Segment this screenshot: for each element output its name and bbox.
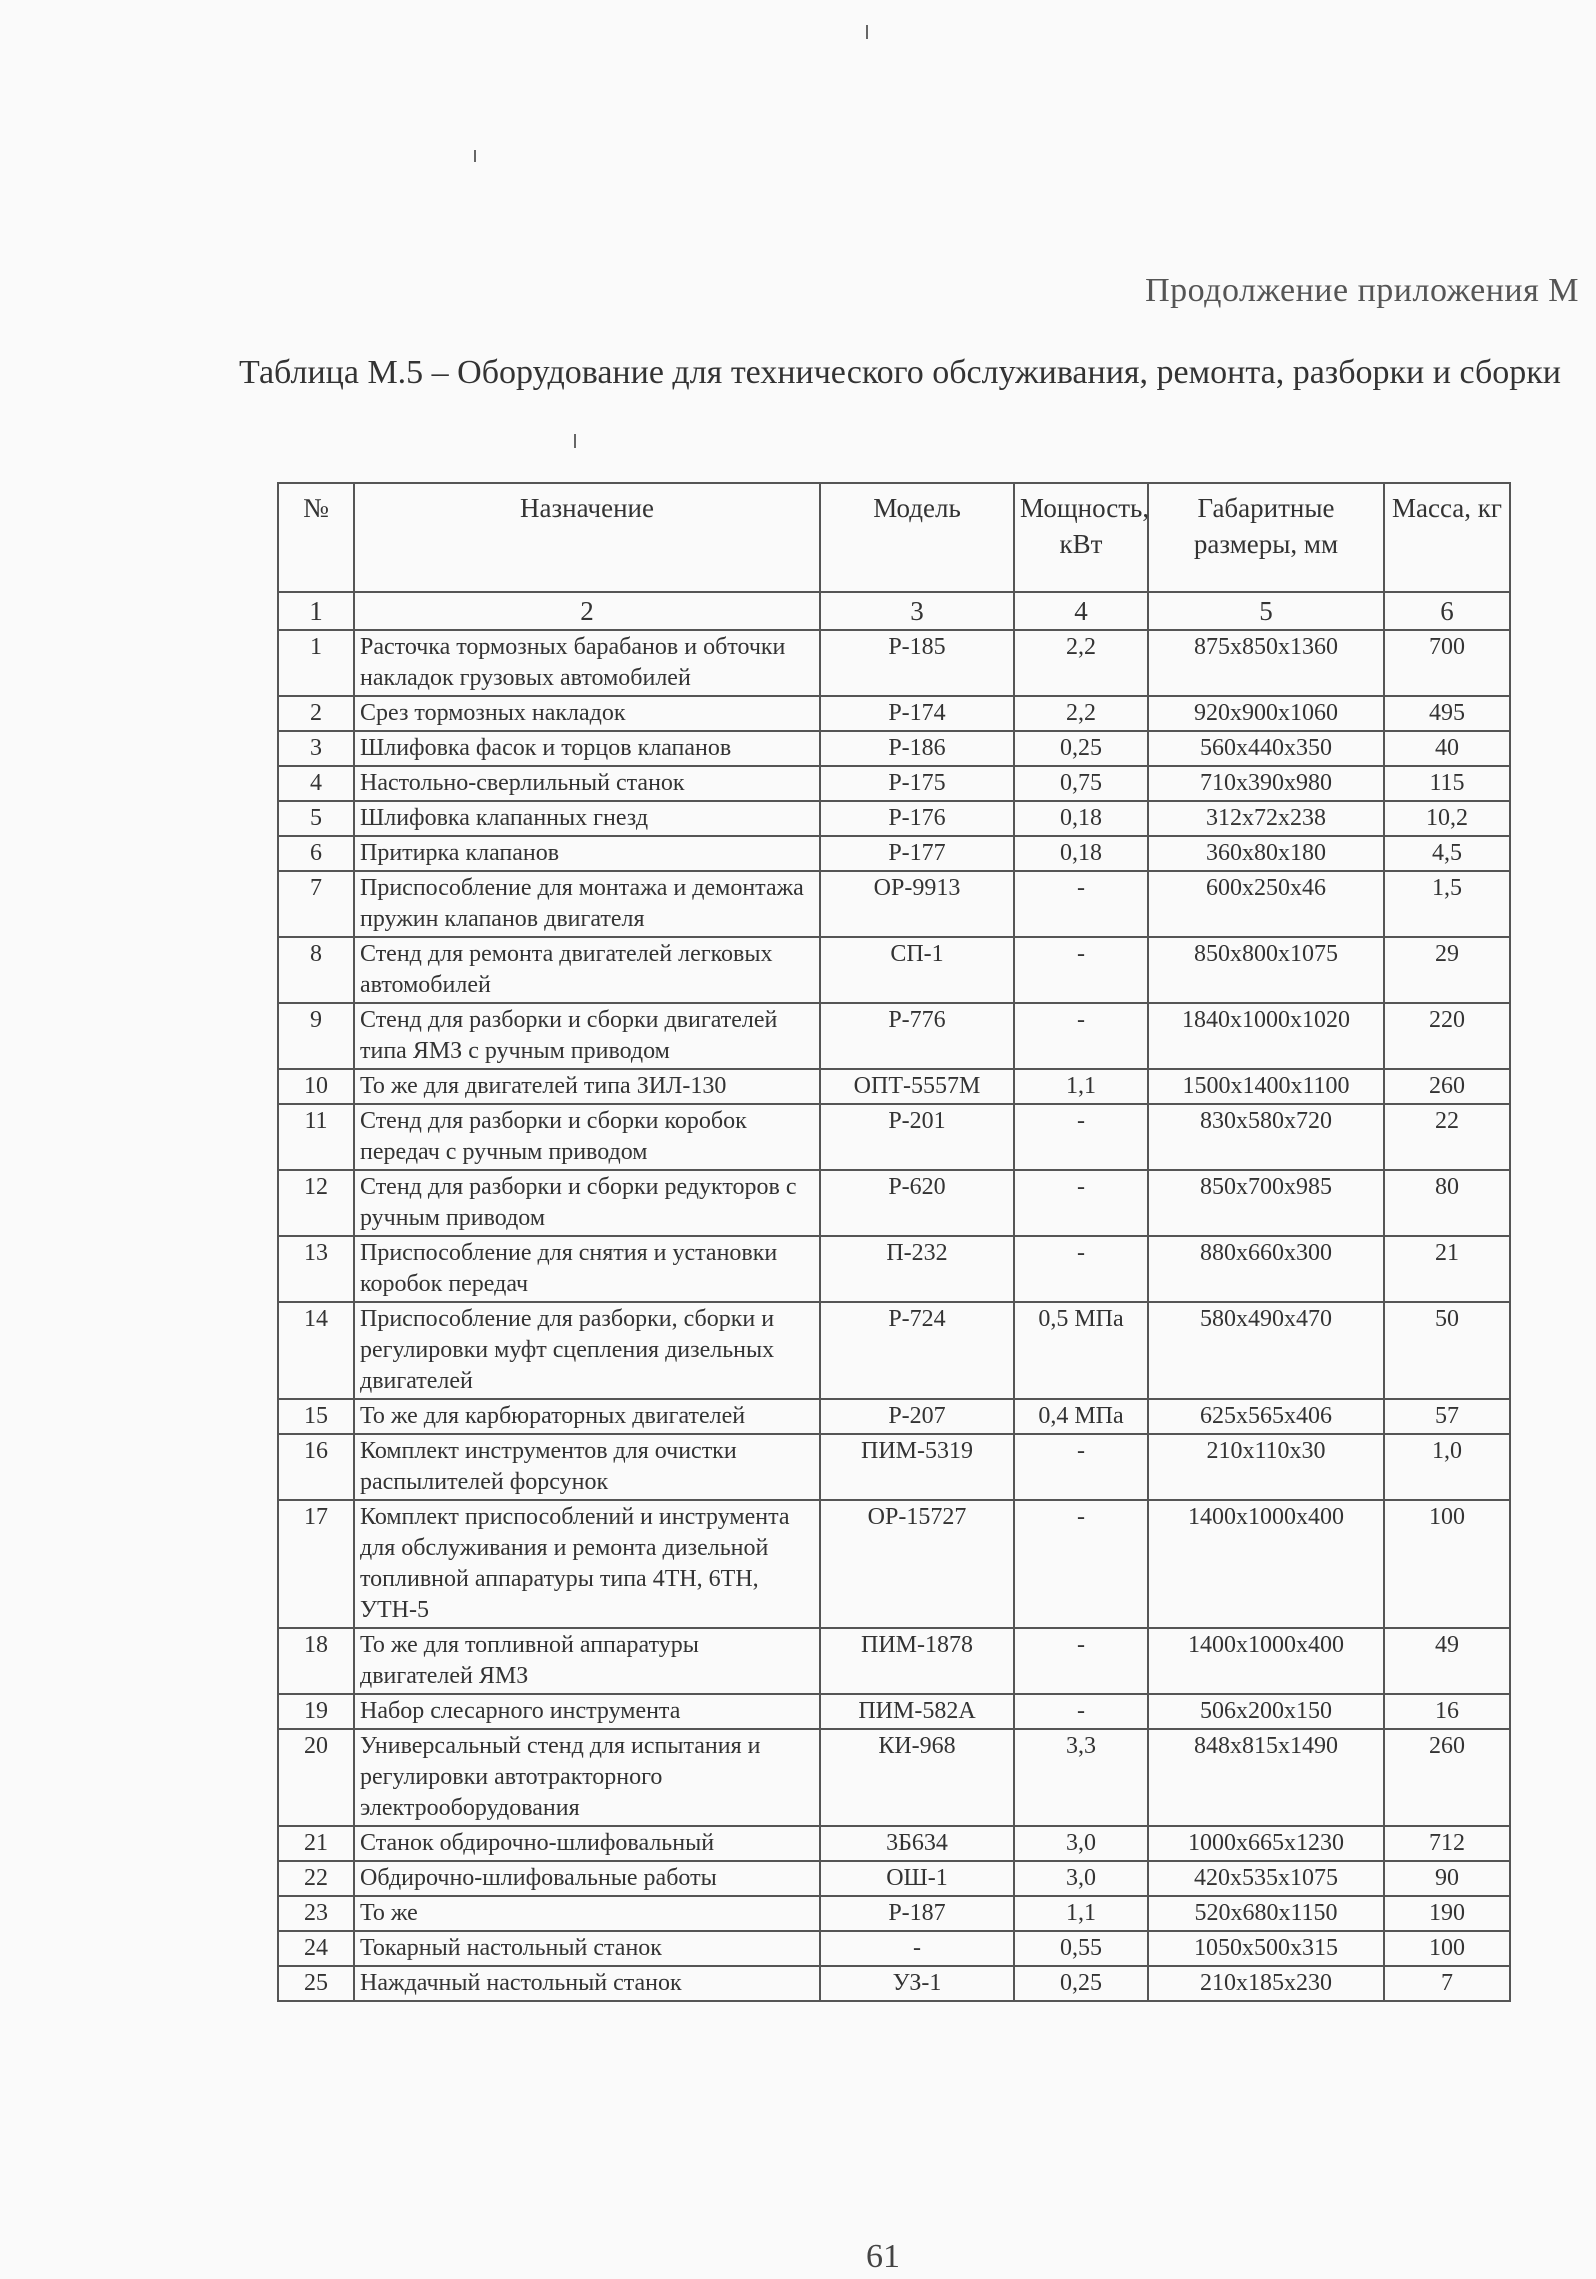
row-mass: 495 bbox=[1384, 696, 1510, 731]
row-model: СП-1 bbox=[820, 937, 1014, 1003]
row-power: 1,1 bbox=[1014, 1069, 1148, 1104]
row-purpose: Настольно-сверлильный станок bbox=[354, 766, 820, 801]
row-dimensions: 880x660x300 bbox=[1148, 1236, 1384, 1302]
column-header-mass: Масса, кг bbox=[1384, 483, 1510, 592]
row-model: ПИМ-582А bbox=[820, 1694, 1014, 1729]
table-row bbox=[278, 731, 1510, 766]
table-row bbox=[278, 1003, 1510, 1069]
row-model: Р-186 bbox=[820, 731, 1014, 766]
table-row bbox=[278, 1861, 1510, 1896]
table-row bbox=[278, 1069, 1510, 1104]
row-power: - bbox=[1014, 1500, 1148, 1628]
row-mass: 220 bbox=[1384, 1003, 1510, 1069]
row-power: 0,25 bbox=[1014, 1966, 1148, 2001]
row-mass: 40 bbox=[1384, 731, 1510, 766]
row-power: - bbox=[1014, 1170, 1148, 1236]
row-model: ОШ-1 bbox=[820, 1861, 1014, 1896]
row-dimensions: 848x815x1490 bbox=[1148, 1729, 1384, 1826]
row-model: ПИМ-5319 bbox=[820, 1434, 1014, 1500]
row-model: ОР-9913 bbox=[820, 871, 1014, 937]
row-purpose: Стенд для ремонта двигателей легковых автомобилей bbox=[354, 937, 820, 1003]
row-power: 0,18 bbox=[1014, 801, 1148, 836]
row-power: 0,55 bbox=[1014, 1931, 1148, 1966]
row-number: 9 bbox=[278, 1003, 354, 1069]
table-title: Таблица М.5 – Оборудование для технического обслуживания, ремонта, разборки и сборки bbox=[239, 354, 1561, 391]
table-row bbox=[278, 1500, 1510, 1628]
row-number: 11 bbox=[278, 1104, 354, 1170]
row-mass: 700 bbox=[1384, 630, 1510, 696]
table-row bbox=[278, 1931, 1510, 1966]
column-header-power: Мощность, кВт bbox=[1014, 483, 1148, 592]
row-power: 3,3 bbox=[1014, 1729, 1148, 1826]
row-model: Р-724 bbox=[820, 1302, 1014, 1399]
row-mass: 260 bbox=[1384, 1069, 1510, 1104]
row-purpose: Стенд для разборки и сборки коробок передач с ручным приводом bbox=[354, 1104, 820, 1170]
scan-speck bbox=[574, 434, 576, 448]
row-purpose: Срез тормозных накладок bbox=[354, 696, 820, 731]
row-power: - bbox=[1014, 1434, 1148, 1500]
row-model: КИ-968 bbox=[820, 1729, 1014, 1826]
row-number: 8 bbox=[278, 937, 354, 1003]
table-row bbox=[278, 1694, 1510, 1729]
row-number: 15 bbox=[278, 1399, 354, 1434]
row-model: - bbox=[820, 1931, 1014, 1966]
row-mass: 712 bbox=[1384, 1826, 1510, 1861]
row-model: Р-175 bbox=[820, 766, 1014, 801]
row-dimensions: 1840x1000x1020 bbox=[1148, 1003, 1384, 1069]
row-model: Р-776 bbox=[820, 1003, 1014, 1069]
row-purpose: Станок обдирочно-шлифовальный bbox=[354, 1826, 820, 1861]
row-number: 12 bbox=[278, 1170, 354, 1236]
row-mass: 1,5 bbox=[1384, 871, 1510, 937]
row-purpose: Приспособление для разборки, сборки и регулировки муфт сцепления дизельных двигателей bbox=[354, 1302, 820, 1399]
row-power: 0,25 bbox=[1014, 731, 1148, 766]
row-mass: 57 bbox=[1384, 1399, 1510, 1434]
row-dimensions: 850x700x985 bbox=[1148, 1170, 1384, 1236]
column-header-model: Модель bbox=[820, 483, 1014, 592]
row-mass: 29 bbox=[1384, 937, 1510, 1003]
row-number: 3 bbox=[278, 731, 354, 766]
row-purpose: Универсальный стенд для испытания и регулировки автотракторного электрооборудования bbox=[354, 1729, 820, 1826]
table-row bbox=[278, 630, 1510, 696]
row-purpose: Приспособление для монтажа и демонтажа пружин клапанов двигателя bbox=[354, 871, 820, 937]
row-number: 20 bbox=[278, 1729, 354, 1826]
row-mass: 22 bbox=[1384, 1104, 1510, 1170]
column-index-row bbox=[278, 592, 1510, 630]
row-mass: 80 bbox=[1384, 1170, 1510, 1236]
row-power: - bbox=[1014, 1104, 1148, 1170]
row-dimensions: 1000x665x1230 bbox=[1148, 1826, 1384, 1861]
column-index-cell: 2 bbox=[354, 592, 820, 630]
row-dimensions: 830x580x720 bbox=[1148, 1104, 1384, 1170]
row-number: 24 bbox=[278, 1931, 354, 1966]
row-model: Р-177 bbox=[820, 836, 1014, 871]
row-mass: 16 bbox=[1384, 1694, 1510, 1729]
row-number: 23 bbox=[278, 1896, 354, 1931]
table-row bbox=[278, 1966, 1510, 2001]
row-model: ОПТ-5557М bbox=[820, 1069, 1014, 1104]
row-model: П-232 bbox=[820, 1236, 1014, 1302]
row-model: ОР-15727 bbox=[820, 1500, 1014, 1628]
row-purpose: Шлифовка фасок и торцов клапанов bbox=[354, 731, 820, 766]
table-row bbox=[278, 1104, 1510, 1170]
row-model: Р-620 bbox=[820, 1170, 1014, 1236]
row-power: 2,2 bbox=[1014, 696, 1148, 731]
row-number: 16 bbox=[278, 1434, 354, 1500]
row-number: 4 bbox=[278, 766, 354, 801]
row-mass: 50 bbox=[1384, 1302, 1510, 1399]
table-body bbox=[278, 630, 1510, 2001]
row-purpose: Обдирочно-шлифовальные работы bbox=[354, 1861, 820, 1896]
row-mass: 21 bbox=[1384, 1236, 1510, 1302]
row-mass: 10,2 bbox=[1384, 801, 1510, 836]
row-purpose: Притирка клапанов bbox=[354, 836, 820, 871]
column-header-purpose: Назначение bbox=[354, 483, 820, 592]
column-index-cell: 6 bbox=[1384, 592, 1510, 630]
row-dimensions: 1400x1000x400 bbox=[1148, 1500, 1384, 1628]
row-dimensions: 920x900x1060 bbox=[1148, 696, 1384, 731]
column-header-dimensions: Габаритные размеры, мм bbox=[1148, 483, 1384, 592]
row-purpose: Токарный настольный станок bbox=[354, 1931, 820, 1966]
row-mass: 4,5 bbox=[1384, 836, 1510, 871]
column-index-cell: 3 bbox=[820, 592, 1014, 630]
row-purpose: То же для двигателей типа ЗИЛ-130 bbox=[354, 1069, 820, 1104]
row-number: 2 bbox=[278, 696, 354, 731]
row-power: 1,1 bbox=[1014, 1896, 1148, 1931]
row-dimensions: 360x80x180 bbox=[1148, 836, 1384, 871]
row-number: 25 bbox=[278, 1966, 354, 2001]
table-row bbox=[278, 871, 1510, 937]
column-index-cell: 5 bbox=[1148, 592, 1384, 630]
page-number: 61 bbox=[866, 2238, 900, 2275]
scan-speck bbox=[866, 25, 868, 39]
row-mass: 100 bbox=[1384, 1500, 1510, 1628]
row-power: 0,18 bbox=[1014, 836, 1148, 871]
row-dimensions: 625x565x406 bbox=[1148, 1399, 1384, 1434]
row-dimensions: 1050x500x315 bbox=[1148, 1931, 1384, 1966]
row-mass: 190 bbox=[1384, 1896, 1510, 1931]
row-number: 22 bbox=[278, 1861, 354, 1896]
row-model: Р-187 bbox=[820, 1896, 1014, 1931]
row-mass: 7 bbox=[1384, 1966, 1510, 2001]
row-model: Р-201 bbox=[820, 1104, 1014, 1170]
row-purpose: То же для карбюраторных двигателей bbox=[354, 1399, 820, 1434]
row-purpose: То же bbox=[354, 1896, 820, 1931]
row-number: 5 bbox=[278, 801, 354, 836]
scan-speck bbox=[474, 150, 476, 162]
row-power: 0,4 МПа bbox=[1014, 1399, 1148, 1434]
row-number: 13 bbox=[278, 1236, 354, 1302]
row-dimensions: 520x680x1150 bbox=[1148, 1896, 1384, 1931]
row-number: 7 bbox=[278, 871, 354, 937]
table-row bbox=[278, 937, 1510, 1003]
row-model: Р-185 bbox=[820, 630, 1014, 696]
row-number: 21 bbox=[278, 1826, 354, 1861]
row-power: - bbox=[1014, 871, 1148, 937]
row-purpose: То же для топливной аппаратуры двигателей ЯМЗ bbox=[354, 1628, 820, 1694]
row-power: - bbox=[1014, 1628, 1148, 1694]
table-row bbox=[278, 1434, 1510, 1500]
row-dimensions: 1500x1400x1100 bbox=[1148, 1069, 1384, 1104]
table-row bbox=[278, 1399, 1510, 1434]
row-dimensions: 875x850x1360 bbox=[1148, 630, 1384, 696]
row-model: Р-176 bbox=[820, 801, 1014, 836]
table-row bbox=[278, 801, 1510, 836]
row-model: Р-174 bbox=[820, 696, 1014, 731]
column-index-cell: 1 bbox=[278, 592, 354, 630]
row-number: 14 bbox=[278, 1302, 354, 1399]
table-row bbox=[278, 1236, 1510, 1302]
row-dimensions: 850x800x1075 bbox=[1148, 937, 1384, 1003]
table-row bbox=[278, 696, 1510, 731]
row-mass: 115 bbox=[1384, 766, 1510, 801]
row-mass: 1,0 bbox=[1384, 1434, 1510, 1500]
row-power: 0,75 bbox=[1014, 766, 1148, 801]
row-power: - bbox=[1014, 1003, 1148, 1069]
row-dimensions: 312x72x238 bbox=[1148, 801, 1384, 836]
row-number: 19 bbox=[278, 1694, 354, 1729]
row-dimensions: 600x250x46 bbox=[1148, 871, 1384, 937]
column-index-cell: 4 bbox=[1014, 592, 1148, 630]
row-number: 6 bbox=[278, 836, 354, 871]
row-purpose: Стенд для разборки и сборки двигателей типа ЯМЗ с ручным приводом bbox=[354, 1003, 820, 1069]
row-purpose: Расточка тормозных барабанов и обточки накладок грузовых автомобилей bbox=[354, 630, 820, 696]
row-power: 0,5 МПа bbox=[1014, 1302, 1148, 1399]
row-number: 10 bbox=[278, 1069, 354, 1104]
table-row bbox=[278, 1170, 1510, 1236]
row-model: Р-207 bbox=[820, 1399, 1014, 1434]
row-purpose: Шлифовка клапанных гнезд bbox=[354, 801, 820, 836]
row-power: - bbox=[1014, 1236, 1148, 1302]
row-dimensions: 1400x1000x400 bbox=[1148, 1628, 1384, 1694]
row-purpose: Наждачный настольный станок bbox=[354, 1966, 820, 2001]
table-row bbox=[278, 1628, 1510, 1694]
row-dimensions: 506x200x150 bbox=[1148, 1694, 1384, 1729]
row-power: - bbox=[1014, 937, 1148, 1003]
table-header-row bbox=[278, 483, 1510, 592]
row-mass: 260 bbox=[1384, 1729, 1510, 1826]
row-mass: 49 bbox=[1384, 1628, 1510, 1694]
table-row bbox=[278, 1826, 1510, 1861]
appendix-continuation-note: Продолжение приложения М bbox=[1145, 272, 1579, 309]
row-dimensions: 210x110x30 bbox=[1148, 1434, 1384, 1500]
row-dimensions: 580x490x470 bbox=[1148, 1302, 1384, 1399]
row-power: - bbox=[1014, 1694, 1148, 1729]
row-purpose: Приспособление для снятия и установки коробок передач bbox=[354, 1236, 820, 1302]
table-row bbox=[278, 766, 1510, 801]
row-purpose: Комплект приспособлений и инструмента для обслуживания и ремонта дизельной топливной аппаратуры типа 4ТН, 6ТН, УТН-5 bbox=[354, 1500, 820, 1628]
row-power: 3,0 bbox=[1014, 1861, 1148, 1896]
row-power: 2,2 bbox=[1014, 630, 1148, 696]
row-dimensions: 560x440x350 bbox=[1148, 731, 1384, 766]
column-header-number: № bbox=[278, 483, 354, 592]
row-purpose: Комплект инструментов для очистки распылителей форсунок bbox=[354, 1434, 820, 1500]
row-dimensions: 710x390x980 bbox=[1148, 766, 1384, 801]
table-row bbox=[278, 1302, 1510, 1399]
row-mass: 100 bbox=[1384, 1931, 1510, 1966]
row-number: 1 bbox=[278, 630, 354, 696]
table-row bbox=[278, 1896, 1510, 1931]
row-dimensions: 210x185x230 bbox=[1148, 1966, 1384, 2001]
row-power: 3,0 bbox=[1014, 1826, 1148, 1861]
row-model: 3Б634 bbox=[820, 1826, 1014, 1861]
row-number: 18 bbox=[278, 1628, 354, 1694]
row-mass: 90 bbox=[1384, 1861, 1510, 1896]
row-purpose: Стенд для разборки и сборки редукторов с ручным приводом bbox=[354, 1170, 820, 1236]
row-number: 17 bbox=[278, 1500, 354, 1628]
table-row bbox=[278, 1729, 1510, 1826]
row-model: УЗ-1 bbox=[820, 1966, 1014, 2001]
row-purpose: Набор слесарного инструмента bbox=[354, 1694, 820, 1729]
table-row bbox=[278, 836, 1510, 871]
row-dimensions: 420x535x1075 bbox=[1148, 1861, 1384, 1896]
equipment-table bbox=[277, 482, 1511, 2002]
row-model: ПИМ-1878 bbox=[820, 1628, 1014, 1694]
